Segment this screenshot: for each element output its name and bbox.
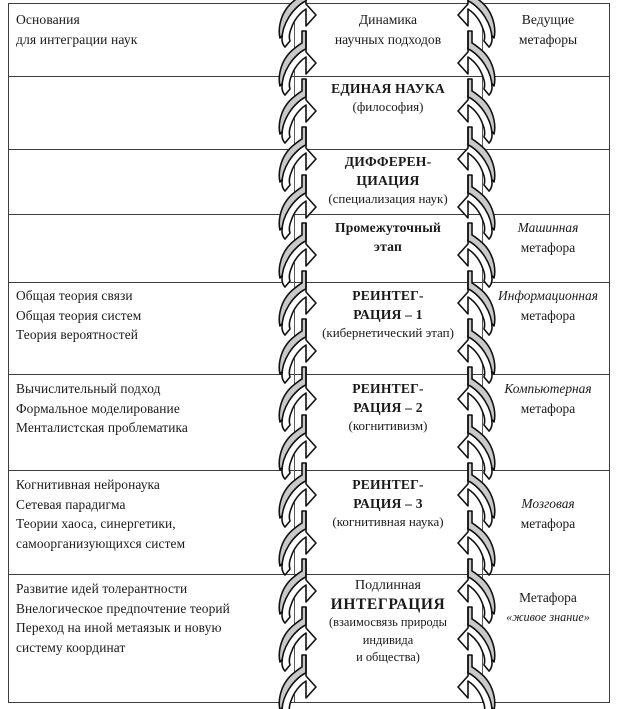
metaphor-7-name: «живое знание» xyxy=(506,609,590,624)
header-col-metaphors-line2: метафоры xyxy=(518,32,578,47)
column-divider-1 xyxy=(294,4,295,702)
stage-1-label xyxy=(302,79,474,116)
metaphor-5 xyxy=(486,379,610,418)
metaphor-5-word: метафора xyxy=(520,400,576,416)
stage-7-prefix: Подлинная xyxy=(355,578,421,593)
grounds-7-item-1: Развитие идей толерантности xyxy=(16,581,188,596)
stage-7-label xyxy=(302,576,474,667)
stage-5-title-line2: РАЦИЯ – 2 xyxy=(353,400,423,415)
grounds-4-item-1: Общая теория связи xyxy=(16,288,133,303)
stage-5-label xyxy=(302,379,474,435)
grounds-5 xyxy=(16,379,291,438)
stage-5-subtitle: (когнитивизм) xyxy=(348,418,428,433)
stage-6-title-line1: РЕИНТЕГ- xyxy=(352,477,424,492)
row-divider-5 xyxy=(9,374,609,375)
stage-4-subtitle: (кибернетический этап) xyxy=(322,325,454,340)
grounds-5-item-1: Вычислительный подход xyxy=(16,381,161,396)
header-col-metaphors-line1: Ведущие xyxy=(521,12,575,27)
header-col-grounds-line2: для интеграции наук xyxy=(16,32,138,47)
stage-1-title: ЕДИНАЯ НАУКА xyxy=(331,81,445,96)
stage-4-label xyxy=(302,286,474,342)
stage-7-subtitle-line1: (взаимосвязь природы xyxy=(329,615,447,629)
column-divider-2 xyxy=(482,4,483,702)
row-divider-2 xyxy=(9,149,609,150)
grounds-7-item-4: систему координат xyxy=(16,639,126,655)
grounds-7 xyxy=(16,579,291,657)
stage-2-title-line1: ДИФФЕРЕН- xyxy=(344,154,432,169)
metaphor-6 xyxy=(486,494,610,533)
metaphor-6-word: метафора xyxy=(520,515,576,531)
metaphor-4-word: метафора xyxy=(520,307,576,323)
stage-2-title-line2: ЦИАЦИЯ xyxy=(356,173,420,188)
grounds-7-item-3: Переход на иной метаязык и новую xyxy=(16,620,222,635)
grounds-6-item-4: самоорганизующихся систем xyxy=(16,535,186,551)
header-col-dynamics xyxy=(302,10,474,50)
row-divider-3 xyxy=(9,214,609,215)
stage-7-subtitle-line2: индивида xyxy=(362,632,414,647)
stage-6-subtitle: (когнитивная наука) xyxy=(332,514,444,529)
header-col-dynamics-line1: Динамика xyxy=(358,12,418,27)
grounds-6-item-1: Когнитивная нейронаука xyxy=(16,477,160,492)
metaphor-7 xyxy=(486,588,610,627)
stage-3-title-line2: этап xyxy=(374,239,402,254)
metaphor-4 xyxy=(486,286,610,325)
row-divider-4 xyxy=(9,282,609,283)
header-col-grounds xyxy=(16,10,291,50)
header-col-dynamics-line2: научных подходов xyxy=(334,32,442,47)
stage-6-title-line2: РАЦИЯ – 3 xyxy=(353,496,423,511)
metaphor-3-word: метафора xyxy=(520,239,576,255)
metaphor-7-word: Метафора xyxy=(519,590,577,605)
grounds-6-item-3: Теории хаоса, синергетики, xyxy=(16,516,176,531)
header-col-grounds-line1: Основания xyxy=(16,12,80,27)
grounds-7-item-2: Внелогическое предпочтение теорий xyxy=(16,600,230,616)
metaphor-3 xyxy=(486,218,610,257)
grounds-5-item-2: Формальное моделирование xyxy=(16,400,180,416)
grounds-4-item-3: Теория вероятностей xyxy=(16,327,139,342)
grounds-6-item-2: Сетевая парадигма xyxy=(16,496,126,512)
stage-3-title-line1: Промежуточный xyxy=(334,220,442,235)
stage-1-subtitle: (философия) xyxy=(352,99,424,114)
metaphor-5-name: Компьютерная xyxy=(504,381,592,396)
grounds-4 xyxy=(16,286,291,345)
stage-3-label xyxy=(302,218,474,256)
stage-4-title-line1: РЕИНТЕГ- xyxy=(352,288,424,303)
grounds-4-item-2: Общая теория систем xyxy=(16,307,142,323)
stage-7-title: ИНТЕГРАЦИЯ xyxy=(330,596,446,613)
metaphor-3-name: Машинная xyxy=(517,220,579,235)
header-col-metaphors xyxy=(486,10,610,50)
stage-2-label xyxy=(302,152,474,208)
grounds-5-item-3: Менталистская проблематика xyxy=(16,420,188,435)
grounds-6 xyxy=(16,475,291,553)
metaphor-6-name: Мозговая xyxy=(521,496,575,511)
stage-7-subtitle-line3: и общества) xyxy=(356,650,420,664)
stage-4-title-line2: РАЦИЯ – 1 xyxy=(353,307,423,322)
stage-2-subtitle: (специализация наук) xyxy=(328,191,448,206)
stage-6-label xyxy=(302,475,474,531)
row-divider-7 xyxy=(9,574,609,575)
metaphor-4-name: Информационная xyxy=(498,288,598,303)
stage-5-title-line1: РЕИНТЕГ- xyxy=(352,381,424,396)
row-divider-1 xyxy=(9,76,609,77)
row-divider-6 xyxy=(9,470,609,471)
